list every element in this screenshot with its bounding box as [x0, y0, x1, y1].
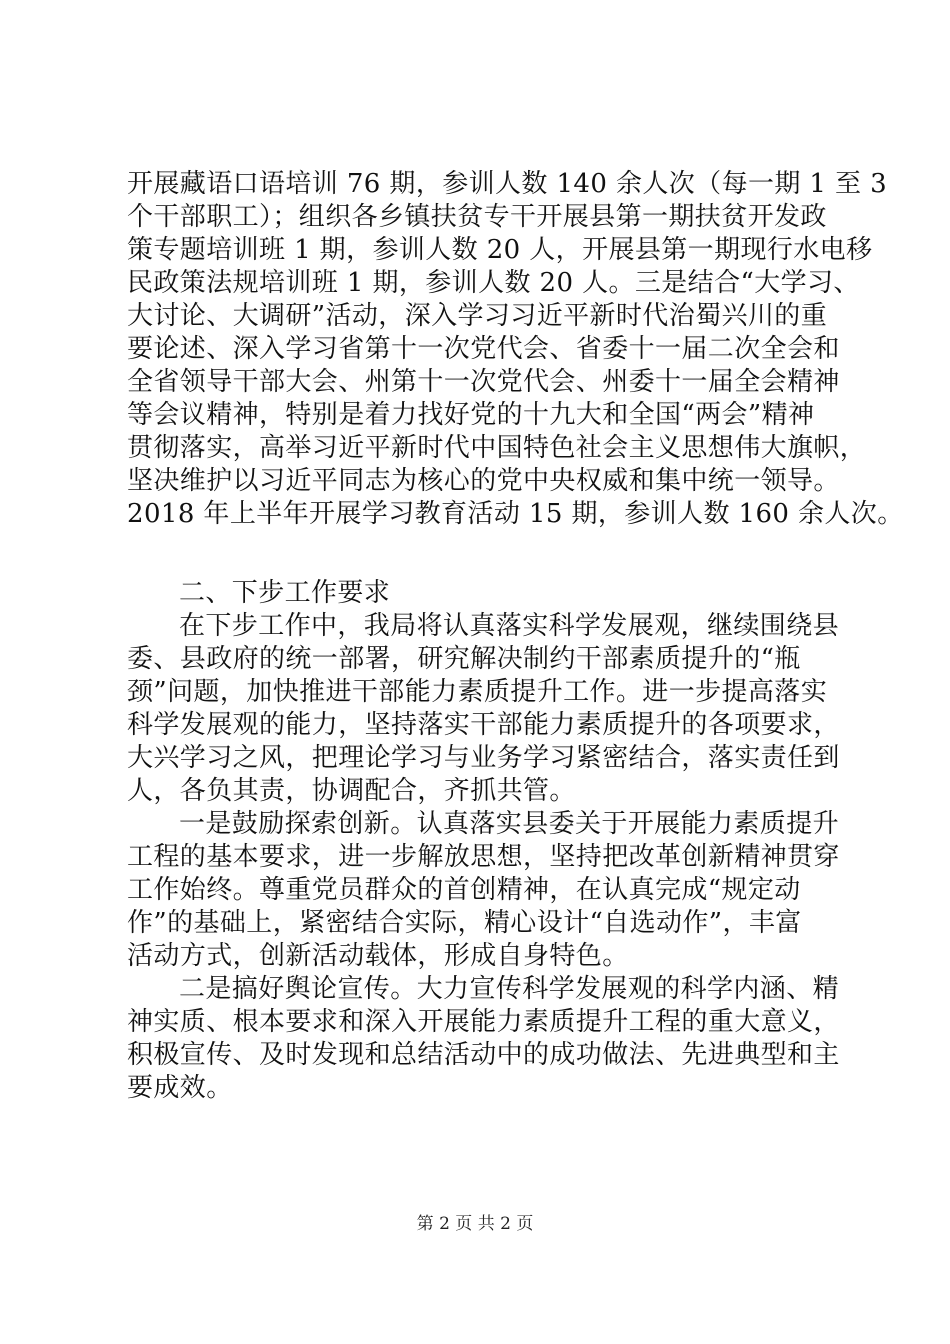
paragraph-spacer [127, 531, 827, 577]
text-line: 坚决维护以习近平同志为核心的党中央权威和集中统一领导。 [127, 466, 840, 496]
paragraph-3 [127, 808, 840, 973]
paragraph-1 [127, 168, 904, 531]
text-line: 作”的基础上，紧密结合实际，精心设计“自选动作”，丰富 [127, 908, 802, 938]
text-line: 二是搞好舆论宣传。大力宣传科学发展观的科学内涵、精 [179, 974, 840, 1004]
document-body [127, 168, 904, 1105]
text-line: 人，各负其责，协调配合，齐抓共管。 [127, 776, 576, 806]
text-line: 工作始终。尊重党员群众的首创精神，在认真完成“规定动 [127, 875, 801, 905]
text-line: 一是鼓励探索创新。认真落实县委关于开展能力素质提升 [179, 809, 840, 839]
text-line: 委、县政府的统一部署，研究解决制约干部素质提升的“瓶 [127, 644, 801, 674]
text-line: 神实质、根本要求和深入开展能力素质提升工程的重大意义， [127, 1007, 840, 1037]
text-line: 积极宣传、及时发现和总结活动中的成功做法、先进典型和主 [127, 1040, 840, 1070]
paragraph-4 [127, 973, 840, 1105]
text-line: 工程的基本要求，进一步解放思想，坚持把改革创新精神贯穿 [127, 842, 840, 872]
text-line: 个干部职工）；组织各乡镇扶贫专干开展县第一期扶贫开发政 [127, 202, 827, 232]
text-line: 开展藏语口语培训 76 期，参训人数 140 余人次（每一期 1 至 3 [127, 169, 888, 199]
text-line: 等会议精神，特别是着力找好党的十九大和全国“两会”精神 [127, 400, 815, 430]
text-line: 在下步工作中，我局将认真落实科学发展观，继续围绕县 [179, 611, 840, 641]
text-line: 大兴学习之风，把理论学习与业务学习紧密结合，落实责任到 [127, 743, 840, 773]
text-line: 全省领导干部大会、州第十一次党代会、州委十一届全会精神 [127, 367, 840, 397]
text-line: 要论述、深入学习省第十一次党代会、省委十一届二次全会和 [127, 334, 840, 364]
page-number-footer: 第 2 页 共 2 页 [416, 1214, 534, 1234]
text-line: 颈”问题，加快推进干部能力素质提升工作。进一步提高落实 [127, 677, 828, 707]
text-line: 活动方式，创新活动载体，形成自身特色。 [127, 941, 629, 971]
text-line: 民政策法规培训班 1 期，参训人数 20 人。三是结合“大学习、 [127, 268, 860, 298]
text-line: 2018 年上半年开展学习教育活动 15 期，参训人数 160 余人次。 [127, 499, 904, 529]
text-line: 大讨论、大调研”活动，深入学习习近平新时代治蜀兴川的重 [127, 301, 828, 331]
text-line: 策专题培训班 1 期，参训人数 20 人，开展县第一期现行水电移 [127, 235, 873, 265]
section-heading: 二、下步工作要求 [179, 578, 391, 608]
text-line: 科学发展观的能力，坚持落实干部能力素质提升的各项要求， [127, 710, 840, 740]
text-line: 要成效。 [127, 1073, 233, 1103]
text-line: 贯彻落实，高举习近平新时代中国特色社会主义思想伟大旗帜， [127, 433, 867, 463]
paragraph-2 [127, 610, 840, 808]
